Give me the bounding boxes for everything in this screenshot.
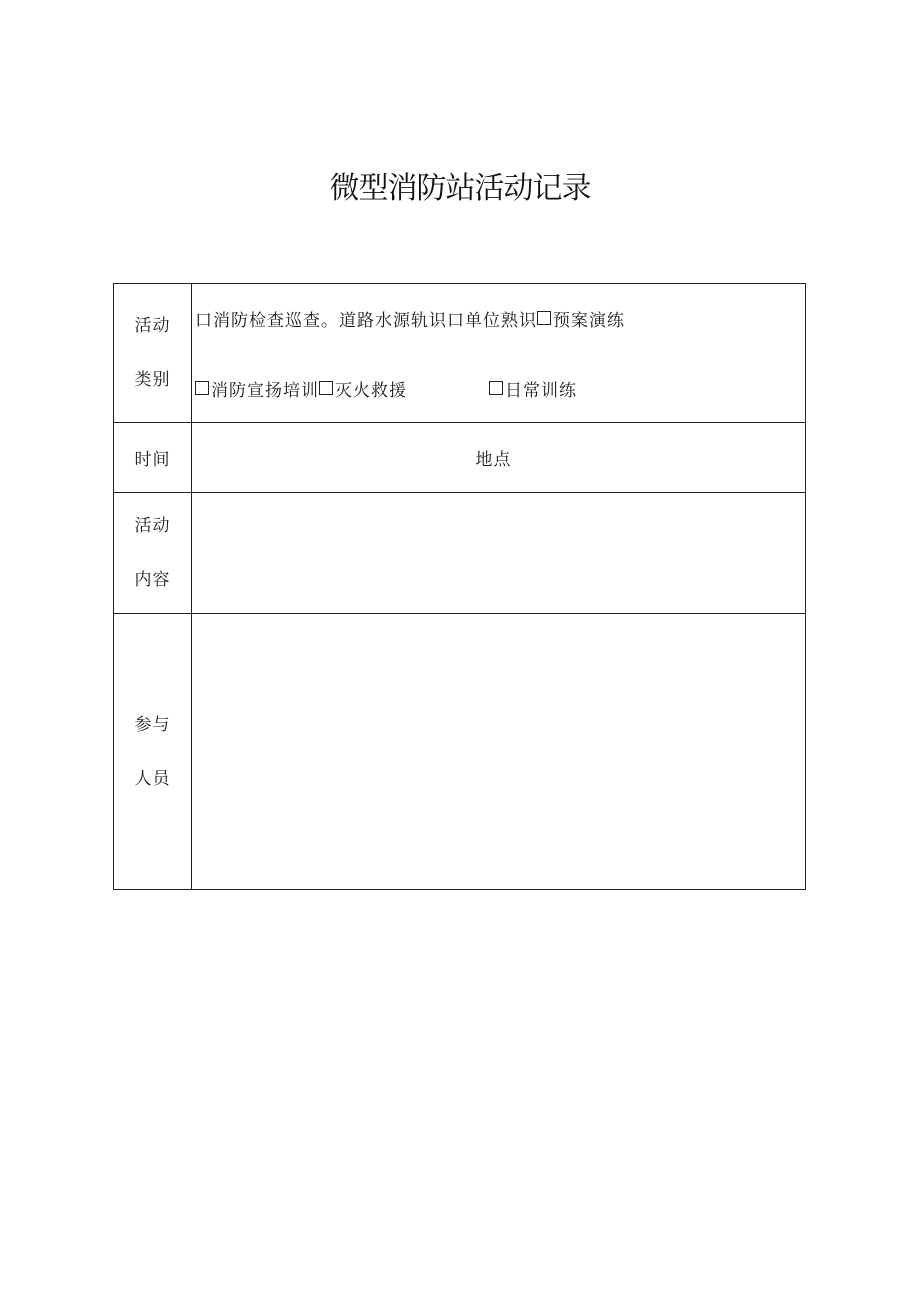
option-plan-drill-checkbox[interactable] xyxy=(537,311,551,325)
participants-input-cell[interactable] xyxy=(192,614,806,890)
activity-type-options-row-1 xyxy=(195,306,805,330)
option-daily-training-checkbox[interactable] xyxy=(489,381,503,395)
participants-label-line1: 参与 xyxy=(134,714,171,735)
time-place-cell[interactable] xyxy=(192,423,806,493)
participants-label-line2: 人员 xyxy=(134,768,171,789)
content-label-cell xyxy=(114,493,192,614)
activity-type-options-row-2 xyxy=(195,376,805,400)
activity-type-label-line2: 类别 xyxy=(134,370,171,390)
option-plan-drill-label: 预案演练 xyxy=(553,310,625,331)
option-fire-rescue[interactable] xyxy=(319,376,407,401)
option-fire-inspection-label: 消防检查巡查。道路水源轨识 xyxy=(213,310,447,331)
option-daily-training-label: 日常训练 xyxy=(505,380,577,401)
place-label: 地点 xyxy=(475,450,512,470)
time-label-cell xyxy=(114,423,192,493)
activity-record-table xyxy=(113,283,806,890)
activity-type-label-line1: 活动 xyxy=(134,316,171,336)
option-fire-publicity-training[interactable] xyxy=(195,376,319,401)
activity-type-row xyxy=(114,284,806,423)
content-label-line1: 活动 xyxy=(134,516,171,536)
option-fire-rescue-checkbox[interactable] xyxy=(319,381,333,395)
option-fire-inspection[interactable] xyxy=(195,306,447,331)
option-unit-familiarization[interactable] xyxy=(447,306,537,331)
option-unit-familiarization-label: 单位熟识 xyxy=(465,310,537,331)
option-plan-drill[interactable] xyxy=(537,306,625,331)
option-fire-inspection-box-glyph: 口 xyxy=(195,310,213,331)
option-fire-publicity-training-label: 消防宣扬培训 xyxy=(211,380,319,401)
activity-type-options-cell xyxy=(192,284,806,423)
participants-label-cell xyxy=(114,614,192,890)
option-fire-publicity-training-checkbox[interactable] xyxy=(195,381,209,395)
option-fire-rescue-label: 灭火救援 xyxy=(335,380,407,401)
content-input-cell[interactable] xyxy=(192,493,806,614)
time-place-row xyxy=(114,423,806,493)
content-label-line2: 内容 xyxy=(134,570,171,590)
page-title: 微型消防站活动记录 xyxy=(329,171,591,206)
option-daily-training[interactable] xyxy=(489,376,577,401)
time-label: 时间 xyxy=(134,450,171,470)
activity-type-label-cell xyxy=(114,284,192,423)
option-unit-familiarization-box-glyph: 口 xyxy=(447,310,465,331)
content-row xyxy=(114,493,806,614)
participants-row xyxy=(114,614,806,890)
